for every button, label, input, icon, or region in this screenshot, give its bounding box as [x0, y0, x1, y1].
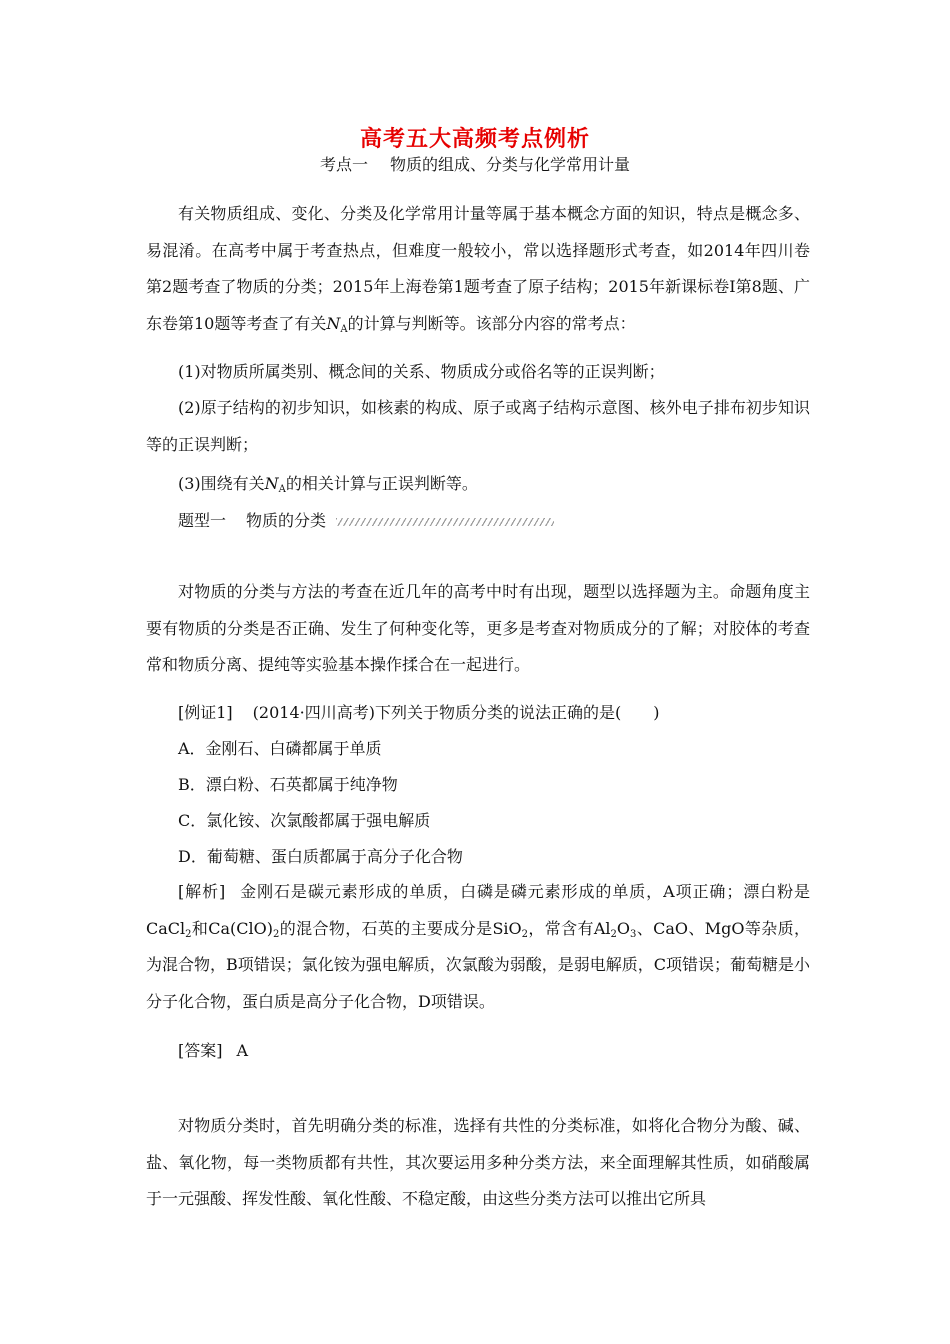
- section-title: 物质的分类: [246, 511, 327, 530]
- intro-text-end: 的计算与判断等。该部分内容的常考点：: [347, 313, 636, 333]
- intro-item-1: (1)对物质所属类别、概念间的关系、物质成分或俗名等的正误判断；: [178, 362, 665, 381]
- subtitle-label: 考点一: [319, 155, 368, 174]
- answer-line: [178, 1041, 248, 1061]
- example-question-text: (2014·四川高考)下列关于物质分类的说法正确的是( ): [252, 703, 660, 722]
- example-question: [178, 703, 659, 723]
- section-heading: [178, 511, 554, 531]
- page-subtitle: [0, 152, 950, 175]
- answer-tag: [答案]: [178, 1041, 223, 1060]
- analysis-paragraph: [解析] 金刚石是碳元素形成的单质，白磷是磷元素形成的单质，A项正确；漂白粉是CaCl$_2$和$Ca(ClO)_2$的混合物，石英的主要成分是SiO$_2$，常含有$Al_2O_3$、CaO、MgO等杂质，为混合物，B项错误；氯化铵为强电解质，次氯酸为弱酸，是弱电解质，C项错误；葡萄糖是小分子化合物，蛋白质是高分子化合物，D项错误。: [146, 882, 811, 1011]
- intro-text: 有关物质组成、变化、分类及化学常用计量等属于基本概念方面的知识，特点是概念多、易混淆。在高考中属于考查热点，但难度一般较小，常以选择题形式考查，如2014年四川卷第2题考查了物质的分类；2015年上海卷第1题考查了原子结构；2015年新课标卷Ⅰ第8题、广东卷第10题等考查了有关: [146, 204, 810, 333]
- answer-value: A: [236, 1041, 249, 1060]
- summary-paragraph: 对物质分类时，首先明确分类的标准，选择有共性的分类标准，如将化合物分为酸、碱、盐、氧化物，每一类物质都有共性，其次要运用多种分类方法，来全面理解其性质，如硝酸属于一元强酸、挥发性酸、氧化性酸、不稳定酸，由这些分类方法可以推出它所具: [146, 1116, 810, 1208]
- intro-item-2: (2)原子结构的初步知识，如核素的构成、原子或离子结构示意图、核外电子排布初步知识等的正误判断；: [146, 398, 810, 454]
- section-intro-paragraph: 对物质的分类与方法的考查在近几年的高考中时有出现，题型以选择题为主。命题角度主要有物质的分类是否正确、发生了何种变化等，更多是考查对物质成分的了解；对胶体的考查常和物质分离、提纯等实验基本操作揉合在一起进行。: [146, 582, 810, 674]
- decorative-hatch-line: [336, 518, 554, 526]
- option-d: D．葡萄糖、蛋白质都属于高分子化合物: [178, 847, 463, 866]
- option-c: C．氯化铵、次氯酸都属于强电解质: [178, 811, 431, 830]
- intro-paragraph: 有关物质组成、变化、分类及化学常用计量等属于基本概念方面的知识，特点是概念多、易混淆。在高考中属于考查热点，但难度一般较小，常以选择题形式考查，如2014年四川卷第2题考查了物质的分类；2015年上海卷第1题考查了原子结构；2015年新课标卷Ⅰ第8题、广东卷第10题等考查了有关$N_A$的计算与判断等。该部分内容的常考点：: [146, 204, 810, 335]
- na-symbol: N: [326, 313, 341, 333]
- option-b: B．漂白粉、石英都属于纯净物: [178, 775, 398, 794]
- page-title: 高考五大高频考点例析: [359, 126, 590, 152]
- section-label: 题型一: [178, 511, 227, 530]
- intro-item-3: (3)围绕有关$N_A$的相关计算与正误判断等。: [178, 474, 478, 495]
- example-tag: [例证1]: [178, 703, 233, 722]
- subtitle-text: 物质的组成、分类与化学常用计量: [390, 155, 631, 174]
- option-a: A．金刚石、白磷都属于单质: [178, 739, 382, 758]
- analysis-tag: [解析]: [178, 882, 226, 901]
